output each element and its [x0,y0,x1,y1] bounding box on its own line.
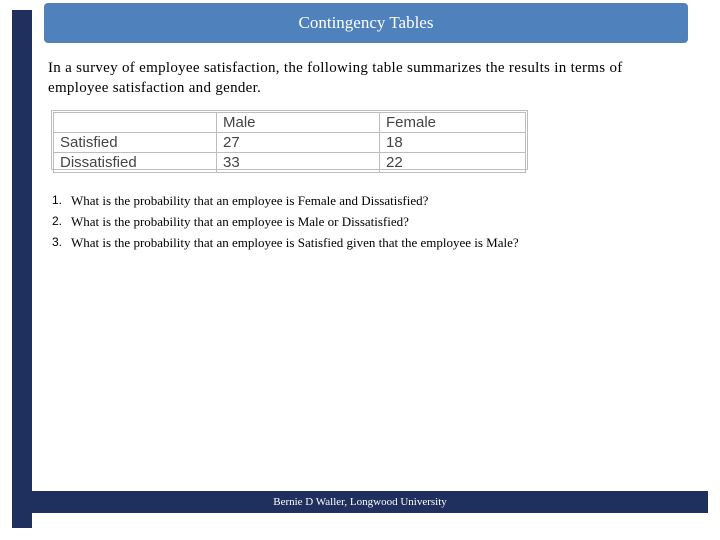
question-item [52,211,519,232]
slide-title: Contingency Tables [298,13,434,32]
table-cell: 22 [380,153,526,173]
row-label: Dissatisfied [54,153,217,173]
table-header-cell [54,113,217,133]
question-text: What is the probability that an employee is Male or Dissatisfied? [71,214,409,229]
question-list [52,190,519,253]
table-cell: 18 [380,133,526,153]
table-row [54,153,526,173]
contingency-table [51,110,528,170]
table-header-row [54,113,526,133]
title-banner [44,3,688,43]
table-cell: 33 [217,153,380,173]
row-label: Satisfied [54,133,217,153]
question-item [52,232,519,253]
intro-text: In a survey of employee satisfaction, the following table summarizes the results in terms of employee satisfaction and gender. [48,60,623,96]
table-cell: 27 [217,133,380,153]
table-header-cell: Female [380,113,526,133]
footer-text: Bernie D Waller, Longwood University [273,496,447,508]
question-text: What is the probability that an employee is Satisfied given that the employee is Male? [71,235,519,250]
question-text: What is the probability that an employee is Female and Dissatisfied? [71,193,429,208]
question-number: 1. [52,193,63,207]
table-row [54,133,526,153]
table-header-cell: Male [217,113,380,133]
question-number: 2. [52,214,63,228]
footer-bar [12,491,708,513]
question-item [52,190,519,211]
question-number: 3. [52,235,63,249]
left-accent-bar [12,10,32,528]
